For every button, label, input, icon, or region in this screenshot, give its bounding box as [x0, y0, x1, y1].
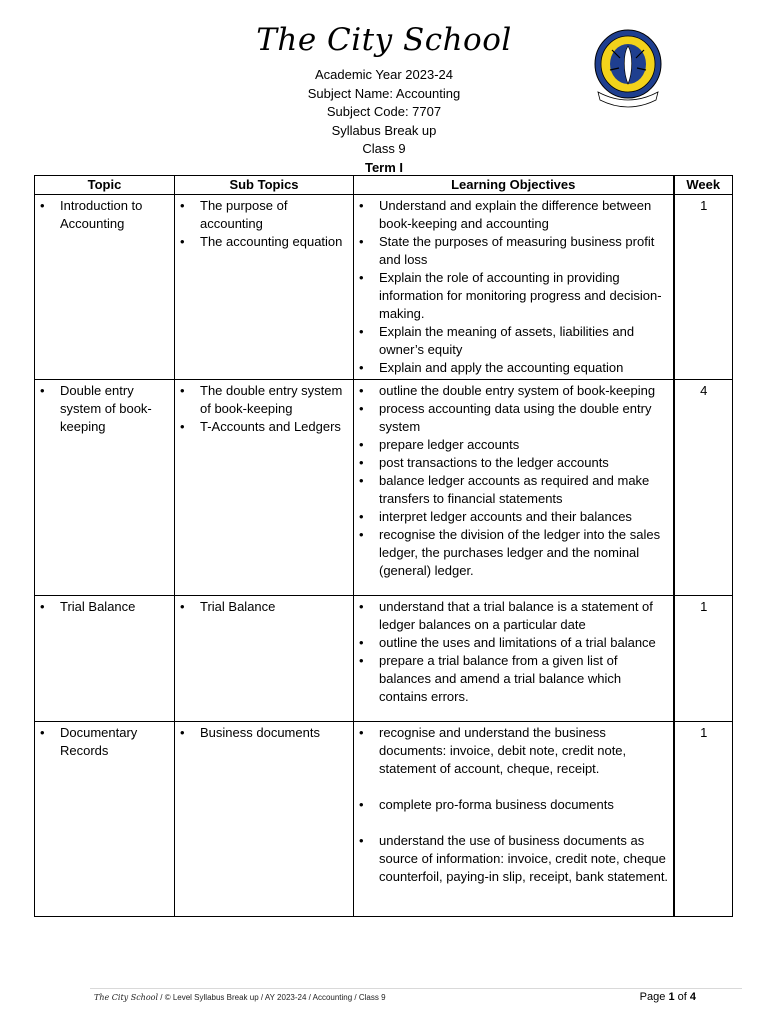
- subtopic-item: • The purpose of accounting: [178, 197, 351, 233]
- column-header-topic: Topic: [35, 176, 175, 195]
- footer-text: [94, 993, 386, 1002]
- topic-item: • Documentary Records: [38, 724, 172, 760]
- objective-item: • Understand and explain the difference between book-keeping and accounting: [357, 197, 671, 233]
- table-row: [35, 596, 733, 722]
- week-cell: 1: [674, 195, 733, 380]
- document-type: Syllabus Break up: [331, 122, 437, 138]
- topic-item: • Double entry system of book-keeping: [38, 382, 172, 436]
- page-current: 1: [668, 991, 675, 1003]
- page-total: 4: [689, 991, 696, 1003]
- column-header-objectives: Learning Objectives: [354, 176, 674, 195]
- topic-cell: [35, 596, 175, 722]
- subtopic-item: • Trial Balance: [178, 598, 351, 616]
- week-cell: 4: [674, 380, 733, 596]
- week-cell: 1: [674, 596, 733, 722]
- objective-item: • recognise the division of the ledger into the sales ledger, the purchases ledger and the nominal (general) ledger.: [357, 526, 671, 580]
- objective-item: • understand that a trial balance is a statement of ledger balances on a particular date: [357, 598, 671, 634]
- topic-item: • Introduction to Accounting: [38, 197, 172, 233]
- subject-name: Subject Name: Accounting: [307, 85, 461, 101]
- objective-item: • complete pro-forma business documents: [357, 796, 671, 814]
- column-header-subtopics: Sub Topics: [175, 176, 354, 195]
- objective-item: • interpret ledger accounts and their balances: [357, 508, 671, 526]
- objectives-cell: [354, 380, 674, 596]
- objective-item: • recognise and understand the business documents: invoice, debit note, credit note, statement of account, cheque, receipt.: [357, 724, 671, 778]
- objective-item: • outline the double entry system of book-keeping: [357, 382, 671, 400]
- table-row: [35, 722, 733, 917]
- objective-item: • outline the uses and limitations of a trial balance: [357, 634, 671, 652]
- table-header-row: [35, 176, 733, 195]
- subtopics-cell: [175, 596, 354, 722]
- subtopics-cell: [175, 722, 354, 917]
- week-cell: 1: [674, 722, 733, 917]
- page-number: [640, 991, 696, 1003]
- topic-cell: [35, 380, 175, 596]
- subtopic-item: • T-Accounts and Ledgers: [178, 418, 351, 436]
- footer-school: The City School: [94, 993, 159, 1002]
- footer-divider: [90, 988, 742, 989]
- subtopic-item: • The accounting equation: [178, 233, 351, 251]
- objective-item: • Explain the role of accounting in providing information for monitoring progress and decision-making.: [357, 269, 671, 323]
- topic-cell: [35, 195, 175, 380]
- objective-item: • post transactions to the ledger accounts: [357, 454, 671, 472]
- subtopics-cell: [175, 195, 354, 380]
- topic-cell: [35, 722, 175, 917]
- school-name: The City School: [256, 22, 512, 58]
- page-of: of: [677, 991, 687, 1003]
- objective-item: • understand the use of business documents as source of information: invoice, credit note, cheque counterfoil, paying-in slip, receipt, bank statement.: [357, 832, 671, 886]
- column-header-week: Week: [674, 176, 733, 195]
- table-row: [35, 195, 733, 380]
- syllabus-table: [34, 175, 733, 917]
- topic-item: • Trial Balance: [38, 598, 172, 616]
- objective-item: • Explain the meaning of assets, liabilities and owner’s equity: [357, 323, 671, 359]
- term-label: Term I: [364, 159, 404, 175]
- objectives-cell: [354, 195, 674, 380]
- table-row: [35, 380, 733, 596]
- objectives-cell: [354, 722, 674, 917]
- objective-item: • balance ledger accounts as required and make transfers to financial statements: [357, 472, 671, 508]
- page-word: Page: [639, 991, 666, 1003]
- subject-code: Subject Code: 7707: [326, 104, 442, 119]
- objective-item: • process accounting data using the double entry system: [357, 400, 671, 436]
- objectives-cell: [354, 596, 674, 722]
- class-label: Class 9: [362, 141, 406, 156]
- objective-item: • prepare a trial balance from a given list of balances and amend a trial balance which contains errors.: [357, 652, 671, 706]
- subtopic-item: • Business documents: [178, 724, 351, 742]
- document-header: [0, 66, 768, 177]
- objective-item: • prepare ledger accounts: [357, 436, 671, 454]
- objective-item: • Explain and apply the accounting equation: [357, 359, 671, 377]
- subtopics-cell: [175, 380, 354, 596]
- subtopic-item: • The double entry system of book-keeping: [178, 382, 351, 418]
- footer-details: / © Level Syllabus Break up / AY 2023-24 / Accounting / Class 9: [160, 993, 386, 1002]
- academic-year: Academic Year 2023-24: [314, 67, 454, 82]
- objective-item: • State the purposes of measuring business profit and loss: [357, 233, 671, 269]
